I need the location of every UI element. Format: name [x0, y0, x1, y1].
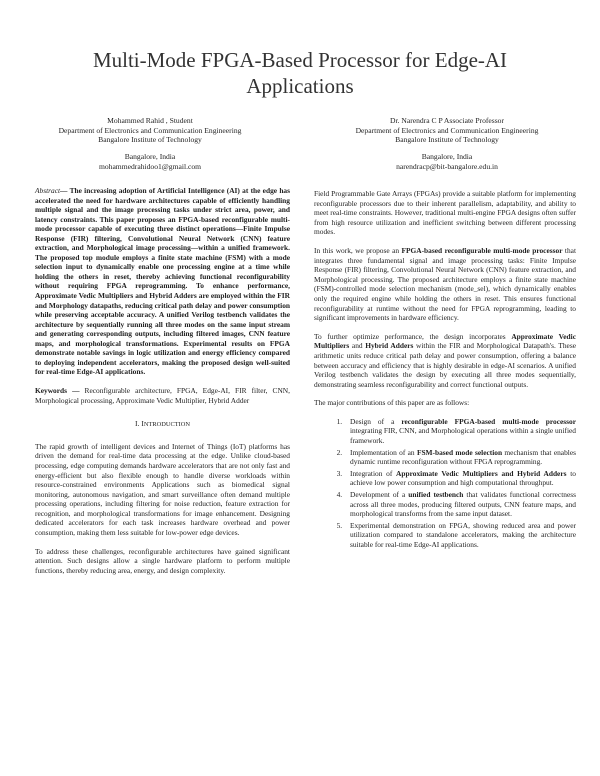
heading-number: I.: [134, 419, 142, 429]
author-department: Department of Electronics and Communication Engineering: [58, 125, 242, 135]
list-item: 5. Experimental demonstration on FPGA, showing reduced area and power utilization compared to standalone accelerators, making the architecture suitable for real-time Edge-AI applications.: [344, 521, 576, 550]
text-run-bold: reconfigurable FPGA-based multi-mode processor: [401, 416, 576, 426]
abstract-separator: —: [60, 186, 70, 195]
author-name: Dr. Narendra C P Associate Professor: [389, 116, 505, 125]
text-run-bold: FSM-based mode selection: [416, 447, 503, 457]
author-email: mohammedrahidoo1@gmail.com: [98, 161, 202, 171]
heading-first-letter: I: [141, 419, 144, 429]
paragraph-optimization: [314, 332, 576, 390]
contributions-list: [314, 417, 576, 550]
left-column: [35, 186, 290, 584]
text-run: that validates functional correctness across all three modes, producing filtered outputs, CNN feature maps, and morphological transforms from the same input dataset.: [350, 490, 576, 519]
list-item: [344, 469, 576, 488]
keywords-label: Keywords —: [35, 385, 80, 395]
abstract-label: Abstract: [35, 186, 61, 195]
keywords: [35, 386, 290, 405]
heading-rest: NTRODUCTION: [143, 421, 190, 429]
text-run: Integration of: [350, 468, 397, 478]
list-item: [344, 448, 576, 467]
intro-paragraph-2: To address these challenges, reconfigurable architectures have gained significant attention. Such designs allow a single hardware platform to perform multiple functions, thereby reducing area, energy, and design complexity.: [35, 546, 290, 575]
list-item: [344, 417, 576, 446]
text-run-bold: Approximate Vedic Multipliers and Hybrid Adders: [396, 468, 567, 478]
author-city: Bangalore, India: [421, 152, 473, 162]
text-run: mechanism that enables dynamic runtime reconfiguration without FPGA reprogramming.: [350, 447, 576, 467]
text-run: Design of a: [350, 416, 402, 426]
section-heading-introduction: [35, 419, 290, 430]
author-block-1: [30, 116, 270, 172]
text-run: To further optimize performance, the design incorporates: [314, 331, 512, 341]
paragraph-contributions-intro: The major contributions of this paper are as follows:: [314, 398, 470, 408]
text-run-bold: unified testbench: [408, 490, 464, 500]
abstract-text: The increasing adoption of Artificial Intelligence (AI) at the edge has accelerated the need for hardware architectures capable of efficiently handling multiple signal and the image processing tasks under strict area, power, and latency constraints. This paper proposes an FPGA-based reconfigurable multi-mode processor capable of executing three distinct operations—Finite Impulse Response (FIR) filtering, Convolutional Neural Network (CNN) feature extraction, and Morphological image processing—within a unified framework. The proposed top module employs a finite state machine (FSM) with a mode selection input to dynamically enable one processing engine at a time while holding the others in reset, thereby achieving functional reconfigurability without requiring FPGA reprogramming. To enhance performance, Approximate Vedic Multipliers and Hybrid Adders are employed within the FIR and Morphology datapaths, reducing critical path delay and power consumption while preserving acceptable accuracy. A unified Verilog testbench validates the architecture by sequentially running all three modes on the same input stream and generating corresponding outputs, including filtered images, CNN feature maps, and morphological transformations. Experimental results on FPGA demonstrate notable savings in logic utilization and energy efficiency compared to deploying independent accelerators, making the proposed design well-suited for real-time Edge-AI applications.: [35, 186, 291, 377]
text-run: integrating FIR, CNN, and Morphological operations within a single unified framework.: [350, 426, 576, 446]
author-department: Department of Electronics and Communication Engineering: [355, 125, 539, 135]
text-run-bold: Approximate Vedic Multipliers: [314, 331, 576, 351]
abstract: [35, 186, 290, 377]
text-run: within the FIR and Morphological Datapath's. These arithmetic units reduce critical path delay and power consumption, offering a balance between accuracy and efficiency that is highly desirable in edge-AI scenarios. A unified Verilog testbench validates the design by executing all three modes sequentially, demonstrating seamless reconfigurability and correct functional outputs.: [314, 341, 576, 389]
author-city: Bangalore, India: [124, 152, 176, 162]
author-email: narendracp@bit-bangalore.edu.in: [396, 161, 498, 171]
text-run: that integrates three fundamental signal and image processing tasks: Finite Impulse Response (FIR) filtering, Convolutional Neural Network (CNN) feature extraction, and Morphological processing. The proposed architecture employs a finite state machine (FSM)-controlled mode selection mechanism (mode_sel), which dynamically enables only the required engine while holding the others in reset. This ensures functional reconfigurability at runtime without the need for FPGA reprogramming, leading to significant improvements in hardware efficiency.: [314, 245, 577, 323]
keywords-text: Reconfigurable architecture, FPGA, Edge-AI, FIR filter, CNN, Morphological processing, Approximate Vedic Multiplier, Hybrid Adder: [35, 385, 290, 405]
intro-paragraph-1: The rapid growth of intelligent devices and Internet of Things (IoT) platforms has driven the demand for real-time data processing at the edge. Unlike cloud-based processing, edge computing demands hardware accelerators that are not only fast and energy-efficient but also flexible enough to handle diverse workloads within resource-constrained environments Applications such as biomedical signal monitoring, autonomous navigation, and smart surveillance often demand multiple processing operations, including filtering for noise reduction, feature extraction for recognition, and morphological transformations for image enhancement. Designing dedicated accelerators for each task increases hardware overhead and power consumption, making them less suitable for low-power edge devices.: [35, 441, 290, 538]
text-run-bold: Hybrid Adders: [365, 341, 414, 351]
text-run: to achieve low power consumption and high computational throughput.: [350, 468, 576, 488]
text-run: In this work, we propose an: [314, 245, 402, 255]
author-name: Mohammed Rahid , Student: [107, 116, 193, 125]
text-run: and: [349, 341, 366, 351]
text-run: Development of a: [350, 490, 409, 500]
right-column: [314, 189, 576, 552]
author-institution: Bangalore Institute of Technology: [98, 135, 202, 145]
text-run-bold: FPGA-based reconfigurable multi-mode processor: [401, 245, 563, 255]
author-block-2: [318, 116, 576, 172]
list-item: [344, 490, 576, 519]
text-run: Implementation of an: [350, 447, 417, 457]
author-institution: Bangalore Institute of Technology: [395, 135, 499, 145]
paper-title: Multi-Mode FPGA-Based Processor for Edge-AI Applications: [92, 48, 508, 98]
paragraph-proposal: [314, 246, 576, 323]
paragraph-fpga: Field Programmable Gate Arrays (FPGAs) provide a suitable platform for implementing reconfigurable processors due to their inherent parallelism, adaptability, and ability to meet real-time constraints. However, traditional multi-engine FPGA designs often suffer from high resource utilization and inefficient switching between different processing modes.: [314, 189, 576, 237]
